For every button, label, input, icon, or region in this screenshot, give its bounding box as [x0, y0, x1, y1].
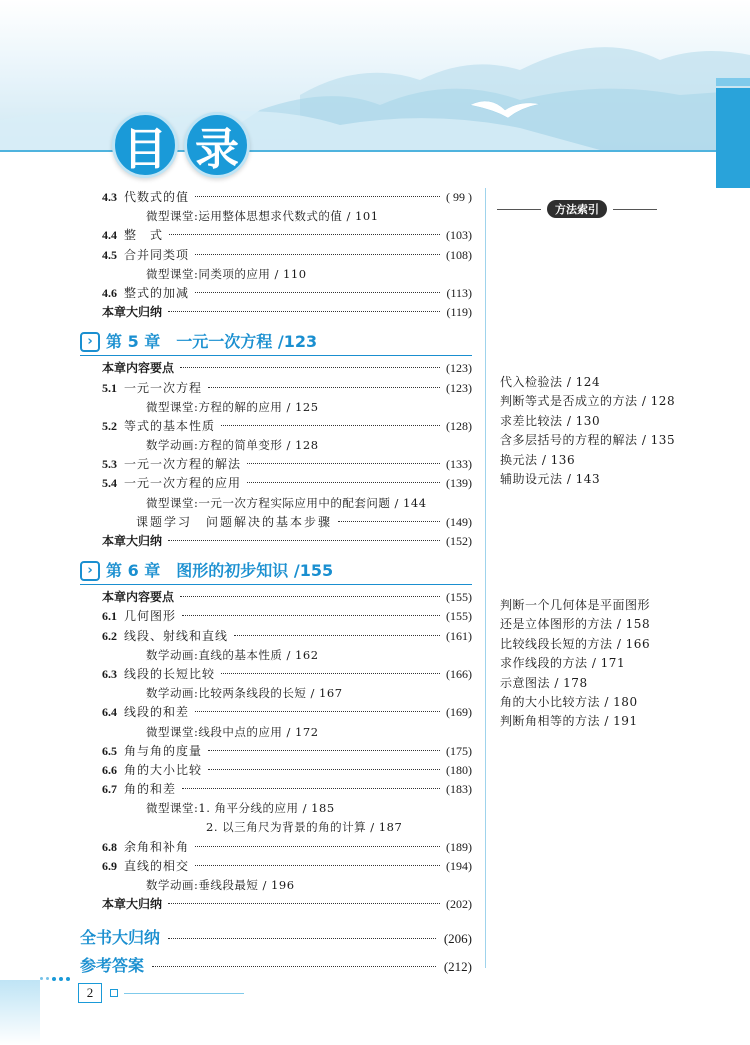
leader-dots [208, 750, 440, 751]
toc-subentry [80, 207, 472, 226]
entry-title: 课题学习 问题解决的基本步骤 [136, 514, 333, 529]
toc-entry[interactable] [80, 665, 472, 684]
entry-page: (206) [443, 931, 472, 947]
leader-dots [180, 367, 440, 368]
subentry-text: 2. 以三角尺为背景的角的计算 / 187 [206, 820, 403, 835]
entry-page: (155) [446, 609, 472, 624]
subentry-text: 数学动画:方程的简单变形 / 128 [146, 438, 319, 453]
entry-number: 5.2 [102, 418, 117, 433]
entry-title: 等式的基本性质 [124, 418, 216, 433]
entry-page: (108) [446, 247, 472, 262]
entry-number: 6.7 [102, 782, 117, 797]
toc-entry[interactable] [80, 780, 472, 799]
toc-subentry [80, 494, 472, 513]
title-char-1: 目 [112, 112, 178, 178]
entry-page: (175) [446, 743, 472, 758]
entry-number: 6.6 [102, 762, 117, 777]
leader-dots [182, 788, 440, 789]
leader-dots [247, 463, 440, 464]
leader-dots [152, 966, 436, 967]
page-number: 2 [78, 983, 102, 1003]
entry-page: (139) [446, 476, 472, 491]
chapter-title: 第 5 章 一元一次方程 /123 [106, 332, 318, 352]
entry-title: 余角和补角 [124, 839, 190, 854]
method-index-heading [497, 200, 657, 218]
method-item[interactable]: 判断一个几何体是平面图形 [500, 598, 651, 612]
entry-title: 角的大小比较 [124, 762, 203, 777]
toc-subentry [80, 684, 472, 703]
entry-title: 本章大归纳 [102, 897, 163, 912]
entry-page: (133) [446, 457, 472, 472]
chapter-heading[interactable] [80, 328, 472, 355]
toc-entry[interactable] [80, 761, 472, 780]
entry-page: ( 99 ) [446, 190, 472, 204]
leader-dots [195, 196, 440, 197]
toc-subentry [80, 436, 472, 455]
footer-line [124, 993, 244, 994]
toc-entry[interactable] [80, 455, 472, 474]
method-item[interactable]: 判断角相等的方法 / 191 [500, 714, 638, 729]
leader-dots [168, 311, 440, 312]
method-item[interactable]: 角的大小比较方法 / 180 [500, 694, 638, 709]
entry-page: (128) [446, 418, 472, 433]
entry-page: (149) [446, 514, 472, 529]
toc-entry[interactable] [80, 532, 472, 551]
entry-page: (180) [446, 762, 472, 777]
leader-dots [221, 673, 440, 674]
method-item[interactable]: 求差比较法 / 130 [500, 413, 601, 428]
leader-dots [195, 846, 440, 847]
entry-page: (202) [446, 897, 472, 912]
page-title [112, 112, 252, 188]
toc-entry[interactable] [80, 303, 472, 322]
entry-number: 6.4 [102, 705, 117, 720]
toc-entry[interactable] [80, 417, 472, 436]
toc-entry[interactable] [80, 379, 472, 398]
subentry-text: 数学动画:比较两条线段的长短 / 167 [146, 686, 343, 701]
toc-subentry [80, 799, 472, 818]
toc-major-entry[interactable] [80, 924, 472, 952]
entry-number: 5.3 [102, 457, 117, 472]
toc-entry[interactable] [80, 474, 472, 493]
table-of-contents [80, 188, 472, 980]
subentry-text: 数学动画:垂线段最短 / 196 [146, 878, 295, 892]
method-item[interactable]: 含多层括号的方程的解法 / 135 [500, 433, 676, 448]
entry-title: 整式的加减 [124, 285, 190, 300]
toc-entry[interactable] [80, 588, 472, 607]
entry-title: 本章内容要点 [102, 361, 175, 376]
entry-title: 几何图形 [124, 609, 177, 624]
toc-subentry [80, 646, 472, 665]
entry-page: (119) [446, 305, 472, 320]
method-list-chapter-5 [500, 373, 720, 489]
method-item[interactable]: 换元法 / 136 [500, 452, 576, 467]
method-item[interactable]: 示意图法 / 178 [500, 675, 588, 690]
leader-dots [221, 425, 440, 426]
entry-number: 4.3 [102, 190, 117, 204]
entry-page: (155) [446, 590, 472, 605]
title-char-2: 录 [184, 112, 250, 178]
entry-page: (103) [446, 228, 472, 243]
entry-page: (169) [446, 705, 472, 720]
leader-dots [195, 254, 440, 255]
entry-title: 角与角的度量 [124, 743, 203, 758]
subentry-text: 微型课堂:线段中点的应用 / 172 [146, 724, 319, 739]
entry-number: 6.1 [102, 609, 117, 624]
leader-dots [247, 482, 440, 483]
subentry-text: 数学动画:直线的基本性质 / 162 [146, 647, 319, 662]
method-item[interactable]: 比较线段长短的方法 / 166 [500, 636, 651, 651]
subentry-text: 微型课堂:1. 角平分线的应用 / 185 [146, 801, 335, 816]
subentry-text: 微型课堂:一元一次方程实际应用中的配套问题 / 144 [146, 495, 427, 510]
entry-title: 线段的长短比较 [124, 666, 216, 681]
entry-page: (166) [446, 666, 472, 681]
method-item[interactable]: 判断等式是否成立的方法 / 128 [500, 394, 676, 409]
edge-tab [716, 88, 750, 188]
chapter-underline [80, 584, 472, 585]
toc-subentry [80, 876, 472, 895]
leader-dots [208, 387, 440, 388]
major-entry-title: 参考答案 [80, 956, 145, 976]
chapter-underline [80, 355, 472, 356]
leader-dots [169, 234, 440, 235]
toc-subentry [80, 723, 472, 742]
entry-title: 本章大归纳 [102, 534, 163, 548]
leader-dots [168, 938, 436, 939]
toc-subentry [80, 398, 472, 417]
toc-entry[interactable] [80, 226, 472, 245]
chevron-right-icon: › [80, 332, 100, 352]
subentry-text: 微型课堂:方程的解的应用 / 125 [146, 399, 319, 414]
entry-number: 6.9 [102, 858, 117, 873]
entry-number: 6.8 [102, 839, 117, 854]
footer-corner-accent [0, 980, 40, 1045]
toc-major-entry[interactable] [80, 952, 472, 980]
entry-page: (113) [446, 285, 472, 300]
leader-dots [338, 521, 440, 522]
entry-number: 5.4 [102, 476, 117, 491]
toc-subentry [80, 818, 472, 837]
leader-dots [180, 596, 440, 597]
method-item[interactable]: 求作线段的方法 / 171 [500, 656, 626, 671]
entry-title: 直线的相交 [124, 858, 190, 873]
subentry-text: 微型课堂:同类项的应用 / 110 [146, 266, 307, 281]
entry-title: 角的和差 [124, 782, 177, 797]
entry-number: 4.6 [102, 285, 117, 300]
chevron-right-icon: › [80, 561, 100, 581]
toc-entry[interactable] [80, 284, 472, 303]
entry-title: 本章大归纳 [102, 305, 163, 320]
leader-dots [182, 615, 440, 616]
method-item[interactable]: 辅助设元法 / 143 [500, 471, 601, 486]
entry-title: 一元一次方程的应用 [124, 476, 242, 491]
entry-title: 线段的和差 [124, 705, 190, 720]
chapter-title: 第 6 章 图形的初步知识 /155 [106, 561, 334, 581]
toc-entry[interactable] [80, 703, 472, 722]
leader-dots [168, 903, 440, 904]
entry-page: (123) [446, 361, 472, 376]
sidebar-divider [485, 188, 486, 968]
edge-tab-accent [716, 78, 750, 86]
toc-entry[interactable] [80, 838, 472, 857]
leader-dots [234, 635, 440, 636]
entry-title: 线段、射线和直线 [124, 628, 229, 643]
entry-number: 6.2 [102, 628, 117, 643]
footer-square-icon [110, 989, 118, 997]
method-item[interactable]: 还是立体图形的方法 / 158 [500, 617, 651, 632]
chapter-heading[interactable] [80, 557, 472, 584]
toc-entry[interactable] [80, 513, 472, 532]
entry-number: 4.5 [102, 247, 117, 262]
leader-dots [195, 711, 440, 712]
method-list-chapter-6 [500, 596, 720, 732]
entry-title: 一元一次方程 [124, 380, 203, 395]
entry-page: (212) [443, 959, 472, 975]
toc-entry[interactable] [80, 359, 472, 378]
entry-number: 5.1 [102, 380, 117, 395]
entry-number: 6.5 [102, 743, 117, 758]
entry-number: 6.3 [102, 666, 117, 681]
entry-title: 合并同类项 [124, 247, 190, 262]
leader-dots [208, 769, 440, 770]
entry-page: (183) [446, 782, 472, 797]
leader-dots [195, 292, 440, 293]
entry-page: (161) [446, 628, 472, 643]
entry-page: (194) [446, 858, 472, 873]
method-item[interactable]: 代入检验法 / 124 [500, 375, 601, 389]
entry-number: 4.4 [102, 228, 117, 243]
entry-title: 一元一次方程的解法 [124, 457, 242, 472]
toc-entry[interactable] [80, 895, 472, 914]
entry-page: (152) [446, 534, 472, 548]
toc-entry[interactable] [80, 246, 472, 265]
entry-title: 代数式的值 [124, 190, 190, 204]
toc-entry[interactable] [80, 607, 472, 626]
toc-entry[interactable] [80, 188, 472, 207]
toc-entry[interactable] [80, 742, 472, 761]
entry-page: (123) [446, 380, 472, 395]
entry-title: 本章内容要点 [102, 590, 175, 605]
leader-dots [195, 865, 440, 866]
toc-entry[interactable] [80, 857, 472, 876]
toc-entry[interactable] [80, 627, 472, 646]
entry-page: (189) [446, 839, 472, 854]
major-entry-title: 全书大归纳 [80, 928, 161, 948]
footer-dots [40, 977, 70, 981]
entry-title: 整 式 [124, 228, 164, 243]
subentry-text: 微型课堂:运用整体思想求代数式的值 / 101 [146, 209, 379, 224]
leader-dots [168, 540, 440, 541]
toc-subentry [80, 265, 472, 284]
method-index-label: 方法索引 [547, 200, 607, 218]
